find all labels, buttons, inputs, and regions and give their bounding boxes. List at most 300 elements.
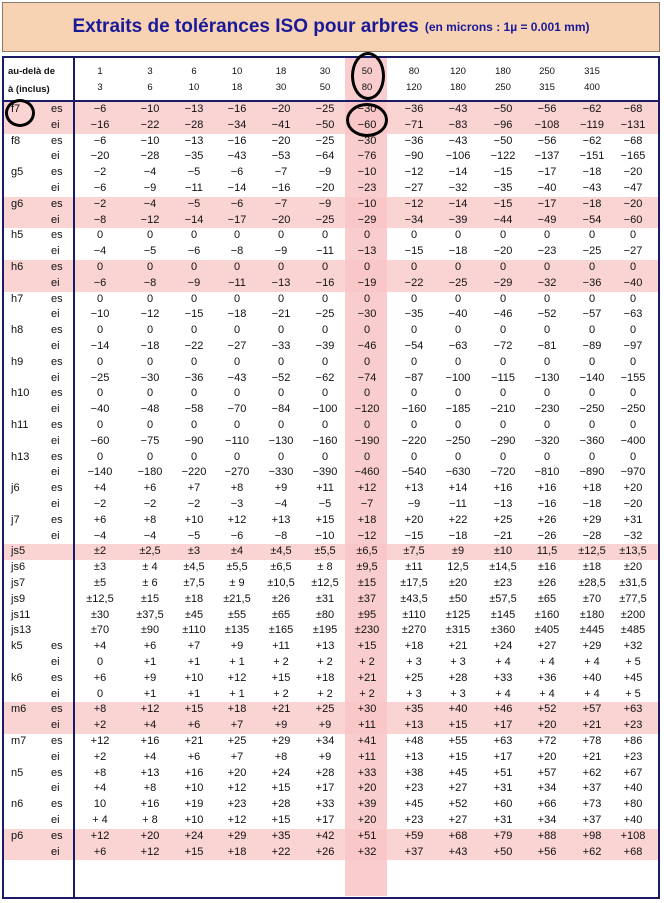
deviation-label: ei <box>51 782 60 795</box>
deviation-label: es <box>51 640 63 653</box>
table-cell: 0 <box>96 355 104 368</box>
table-cell: 0 <box>499 229 507 242</box>
table-cell: +60 <box>493 798 513 811</box>
page-subtitle: (en microns : 1µ = 0.001 mm) <box>424 20 590 34</box>
table-cell: 0 <box>233 324 241 337</box>
table-cell: +8 <box>143 513 157 526</box>
header-to-120: 120 <box>406 82 422 93</box>
table-cell: −43 <box>227 150 247 163</box>
table-cell: −390 <box>312 466 338 479</box>
table-cell: +57 <box>582 703 602 716</box>
table-cell: 0 <box>454 450 462 463</box>
table-cell: −35 <box>493 182 513 194</box>
table-cell: ±12,5 <box>86 592 114 605</box>
table-cell: +29 <box>227 829 247 842</box>
table-cell: + 3 <box>406 687 422 700</box>
header-from-80: 80 <box>408 66 420 77</box>
table-cell: +25 <box>493 513 513 526</box>
table-cell: + 3 <box>450 687 466 700</box>
deviation-label: ei <box>51 308 60 321</box>
table-cell: + 5 <box>625 687 641 700</box>
table-cell: −137 <box>534 150 560 163</box>
table-cell: +34 <box>537 814 557 826</box>
table-cell: +22 <box>271 845 291 858</box>
table-cell: −14 <box>227 182 247 194</box>
table-cell: ±20 <box>448 577 468 589</box>
table-cell: + 8 <box>142 814 158 826</box>
table-cell: −47 <box>623 182 643 194</box>
table-cell: 0 <box>410 229 418 242</box>
table-cell: ±9,5 <box>356 561 378 574</box>
table-cell: +1 <box>187 687 201 700</box>
table-cell: +13 <box>140 766 160 779</box>
table-cell: +13 <box>315 640 335 653</box>
table-cell: −18 <box>448 529 468 542</box>
table-cell: +2 <box>93 719 107 732</box>
table-cell: + 2 <box>273 687 289 700</box>
table-cell: +33 <box>357 766 377 779</box>
table-cell: −28 <box>184 118 204 131</box>
table-cell: +12 <box>227 814 247 826</box>
deviation-label: es <box>51 324 63 337</box>
tolerance-class-label: g6 <box>11 197 24 210</box>
table-cell: 0 <box>629 324 637 337</box>
table-cell: +79 <box>493 829 513 842</box>
table-cell: 0 <box>277 261 285 273</box>
table-cell: +23 <box>404 782 424 795</box>
deviation-label: es <box>51 735 63 747</box>
table-cell: 0 <box>629 355 637 368</box>
table-cell: 0 <box>321 450 329 463</box>
table-cell: −2 <box>143 498 157 510</box>
header-from-250: 250 <box>539 66 555 77</box>
table-cell: ±230 <box>354 624 380 637</box>
table-cell: −9 <box>143 182 157 194</box>
table-cell: ±30 <box>90 608 110 621</box>
tolerance-class-label: h13 <box>11 450 30 463</box>
table-cell: −155 <box>620 371 646 384</box>
table-cell: −8 <box>230 245 244 258</box>
table-cell: +43 <box>448 845 468 858</box>
table-cell: +59 <box>404 829 424 842</box>
table-cell: 0 <box>321 292 329 305</box>
table-cell: −90 <box>184 434 204 447</box>
table-cell: 0 <box>363 355 371 368</box>
table-cell: +24 <box>184 829 204 842</box>
table-cell: 0 <box>454 387 462 400</box>
deviation-label: ei <box>51 498 60 510</box>
table-cell: −20 <box>271 134 291 147</box>
tolerance-class-label: h10 <box>11 387 30 400</box>
table-cell: + 4 <box>92 814 108 826</box>
table-cell: +15 <box>271 782 291 795</box>
table-cell: −36 <box>404 134 424 147</box>
deviation-label: ei <box>51 118 60 131</box>
table-cell: −190 <box>354 434 380 447</box>
table-cell: −18 <box>227 308 247 321</box>
table-cell: 0 <box>499 292 507 305</box>
table-cell: ±485 <box>620 624 646 637</box>
table-cell: 0 <box>233 450 241 463</box>
table-cell: −151 <box>579 150 605 163</box>
table-cell: ±3 <box>187 545 201 558</box>
deviation-label: es <box>51 229 63 242</box>
table-cell: +23 <box>623 719 643 732</box>
table-cell: −29 <box>357 213 377 226</box>
table-cell: +15 <box>271 671 291 684</box>
table-cell: +23 <box>227 798 247 811</box>
table-cell: +24 <box>493 640 513 653</box>
table-cell: 0 <box>629 387 637 400</box>
table-cell: +6 <box>187 719 201 732</box>
table-cell: +20 <box>227 766 247 779</box>
table-cell: −20 <box>623 166 643 179</box>
table-cell: −11 <box>228 276 246 289</box>
table-cell: +12 <box>227 782 247 795</box>
table-cell: +50 <box>493 845 513 858</box>
header-from-6: 6 <box>191 66 197 77</box>
table-cell: ±200 <box>620 608 646 621</box>
table-cell: ±16 <box>537 561 557 574</box>
table-cell: +13 <box>404 719 424 732</box>
table-cell: −43 <box>227 371 247 384</box>
table-cell: −84 <box>271 403 291 416</box>
table-cell: −970 <box>620 466 646 479</box>
table-cell: 0 <box>363 450 371 463</box>
label-column-divider <box>73 56 75 899</box>
table-cell: +6 <box>143 640 157 653</box>
table-cell: +18 <box>315 671 335 684</box>
table-cell: + 1 <box>229 687 245 700</box>
deviation-label: ei <box>51 371 60 384</box>
table-cell: −16 <box>227 134 247 147</box>
table-cell: ±13,5 <box>619 545 647 558</box>
table-cell: 0 <box>454 419 462 431</box>
table-cell: −18 <box>448 245 468 258</box>
table-cell: +35 <box>404 703 424 716</box>
table-cell: +46 <box>493 703 513 716</box>
table-cell: + 3 <box>406 656 422 668</box>
table-cell: 0 <box>588 324 596 337</box>
table-cell: −62 <box>315 371 335 384</box>
table-cell: ±10 <box>493 545 513 558</box>
table-cell: −18 <box>140 340 160 352</box>
table-cell: +40 <box>448 703 468 716</box>
table-cell: ± 6 <box>142 577 158 589</box>
table-cell: +17 <box>315 814 335 826</box>
table-cell: +4 <box>93 782 107 795</box>
table-cell: −49 <box>537 213 557 226</box>
table-cell: −20 <box>90 150 110 163</box>
table-cell: ±15 <box>357 577 377 589</box>
table-cell: +21 <box>582 750 602 763</box>
table-cell: −52 <box>537 308 557 321</box>
deviation-label: ei <box>51 340 60 352</box>
table-cell: + 2 <box>359 656 375 668</box>
table-cell: −400 <box>620 434 646 447</box>
table-cell: −40 <box>537 182 557 194</box>
table-cell: −4 <box>93 245 107 258</box>
table-cell: −34 <box>227 118 247 131</box>
table-cell: +12 <box>140 703 160 716</box>
table-cell: −10 <box>140 103 160 115</box>
deviation-label: es <box>51 103 63 115</box>
table-cell: −4 <box>143 529 157 542</box>
table-cell: −16 <box>315 276 335 289</box>
table-cell: ±20 <box>623 561 643 574</box>
table-cell: +10 <box>184 814 204 826</box>
table-cell: −8 <box>93 213 107 226</box>
table-cell: +18 <box>357 513 377 526</box>
table-cell: 0 <box>410 261 418 273</box>
tolerance-class-label: g5 <box>11 166 24 179</box>
table-cell: + 5 <box>625 656 641 668</box>
table-cell: −48 <box>140 403 160 416</box>
table-cell: +15 <box>184 703 204 716</box>
table-cell: +32 <box>357 845 377 858</box>
table-cell: −8 <box>143 276 157 289</box>
deviation-label: ei <box>51 213 60 226</box>
header-from-18: 18 <box>275 66 287 77</box>
deviation-label: es <box>51 197 63 210</box>
table-cell: ±18 <box>184 592 204 605</box>
deviation-label: es <box>51 387 63 400</box>
table-cell: +68 <box>448 829 468 842</box>
header-to-80: 80 <box>361 82 373 93</box>
table-cell: 0 <box>277 355 285 368</box>
deviation-label: es <box>51 829 63 842</box>
table-cell: 0 <box>190 229 198 242</box>
table-cell: −360 <box>579 434 605 447</box>
table-cell: +63 <box>493 735 513 747</box>
table-cell: +108 <box>620 829 646 842</box>
table-cell: +86 <box>623 735 643 747</box>
table-cell: 0 <box>96 387 104 400</box>
table-cell: +20 <box>537 750 557 763</box>
table-cell: +17 <box>493 719 513 732</box>
table-cell: ±50 <box>448 592 468 605</box>
table-cell: 0 <box>233 355 241 368</box>
table-cell: +6 <box>93 513 107 526</box>
table-cell: ±2 <box>93 545 107 558</box>
table-cell: ±405 <box>534 624 560 637</box>
tolerance-class-label: p6 <box>11 829 24 842</box>
table-cell: −58 <box>184 403 204 416</box>
header-to-315: 315 <box>539 82 555 93</box>
table-cell: −23 <box>357 182 377 194</box>
table-cell: −460 <box>354 466 380 479</box>
table-cell: 0 <box>146 387 154 400</box>
table-cell: +22 <box>448 513 468 526</box>
table-cell: −4 <box>274 498 288 510</box>
table-cell: −15 <box>493 166 513 179</box>
table-cell: 0 <box>410 324 418 337</box>
table-cell: ±3 <box>93 561 107 574</box>
table-cell: −20 <box>271 213 291 226</box>
table-cell: 0 <box>410 419 418 431</box>
table-cell: 0 <box>321 324 329 337</box>
deviation-label: es <box>51 513 63 526</box>
table-cell: +15 <box>315 513 335 526</box>
table-cell: −17 <box>227 213 247 226</box>
table-cell: +11 <box>358 719 376 732</box>
table-cell: −131 <box>620 118 646 131</box>
table-cell: +20 <box>357 782 377 795</box>
table-cell: −9 <box>274 245 288 258</box>
table-cell: ±5,5 <box>314 545 336 558</box>
deviation-label: ei <box>51 276 60 289</box>
table-cell: −90 <box>404 150 424 163</box>
tolerance-class-label: n5 <box>11 766 24 779</box>
table-cell: ±55 <box>227 608 247 621</box>
table-cell: +66 <box>537 798 557 811</box>
table-cell: −89 <box>582 340 602 352</box>
table-cell: −12 <box>140 213 160 226</box>
table-cell: +57 <box>537 766 557 779</box>
tolerance-class-label: k5 <box>11 640 23 653</box>
table-cell: −32 <box>448 182 468 194</box>
header-from-180: 180 <box>495 66 511 77</box>
table-cell: +13 <box>404 750 424 763</box>
table-cell: 0 <box>629 419 637 431</box>
deviation-label: ei <box>51 245 60 258</box>
table-cell: −9 <box>407 498 421 510</box>
table-cell: −50 <box>315 118 335 131</box>
table-cell: ±4,5 <box>183 561 205 574</box>
table-cell: −43 <box>448 134 468 147</box>
table-cell: 0 <box>588 261 596 273</box>
table-cell: ±28,5 <box>578 577 606 589</box>
table-cell: ±135 <box>224 624 250 637</box>
table-cell: −14 <box>184 213 204 226</box>
table-cell: 0 <box>233 387 241 400</box>
table-cell: +56 <box>537 845 557 858</box>
table-cell: −160 <box>312 434 338 447</box>
table-cell: +31 <box>493 782 513 795</box>
table-cell: +16 <box>140 735 160 747</box>
table-cell: 0 <box>146 419 154 431</box>
table-cell: +7 <box>187 640 201 653</box>
table-cell: −28 <box>582 529 602 542</box>
table-cell: + 2 <box>317 656 333 668</box>
table-cell: 0 <box>363 292 371 305</box>
table-cell: −60 <box>623 213 643 226</box>
table-cell: 0 <box>321 419 329 431</box>
table-cell: + 4 <box>539 656 555 668</box>
table-cell: −22 <box>140 118 160 131</box>
table-cell: −83 <box>448 118 468 131</box>
table-cell: −71 <box>404 118 424 131</box>
table-cell: +26 <box>537 513 557 526</box>
table-cell: +4 <box>143 719 157 732</box>
table-cell: 0 <box>588 355 596 368</box>
table-cell: −10 <box>357 197 377 210</box>
table-cell: +15 <box>271 814 291 826</box>
table-cell: 0 <box>96 656 104 668</box>
table-cell: −110 <box>225 434 249 447</box>
table-cell: +98 <box>582 829 602 842</box>
table-cell: +8 <box>274 750 288 763</box>
table-cell: −56 <box>537 103 557 115</box>
table-cell: 0 <box>146 355 154 368</box>
table-cell: 0 <box>499 324 507 337</box>
deviation-label: es <box>51 355 63 368</box>
deviation-label: es <box>51 703 63 716</box>
header-from-3: 3 <box>147 66 153 77</box>
table-cell: +1 <box>143 656 157 668</box>
table-cell: +20 <box>357 814 377 826</box>
table-cell: −54 <box>582 213 602 226</box>
header-to-18: 18 <box>231 82 243 93</box>
table-cell: 0 <box>277 292 285 305</box>
table-cell: −36 <box>582 276 602 289</box>
table-cell: +36 <box>537 671 557 684</box>
table-cell: + 2 <box>359 687 375 700</box>
table-cell: −36 <box>184 371 204 384</box>
table-cell: −14 <box>448 166 468 179</box>
table-cell: −140 <box>87 466 113 479</box>
table-cell: 0 <box>233 419 241 431</box>
table-cell: ±11 <box>405 561 423 574</box>
table-cell: 0 <box>363 261 371 273</box>
table-cell: ±4,5 <box>270 545 292 558</box>
table-cell: ±37,5 <box>136 608 164 621</box>
tolerance-class-label: h8 <box>11 324 24 337</box>
table-cell: −130 <box>534 371 560 384</box>
table-cell: −6 <box>93 182 107 194</box>
table-cell: ±12,5 <box>578 545 606 558</box>
table-cell: 11,5 <box>536 545 558 558</box>
table-cell: −30 <box>357 103 377 115</box>
table-cell: +37 <box>404 845 424 858</box>
table-cell: −30 <box>357 308 377 321</box>
table-cell: +29 <box>271 735 291 747</box>
tolerance-class-label: js9 <box>11 592 26 605</box>
table-cell: ±77,5 <box>619 592 647 605</box>
table-cell: +33 <box>493 671 513 684</box>
table-cell: 0 <box>277 387 285 400</box>
table-cell: +29 <box>582 640 602 653</box>
table-cell: +31 <box>493 814 513 826</box>
table-cell: 0 <box>588 229 596 242</box>
table-cell: −16 <box>227 103 247 115</box>
table-cell: +1 <box>143 687 157 700</box>
table-cell: −12 <box>404 197 424 210</box>
table-cell: ±21,5 <box>223 592 251 605</box>
table-cell: −32 <box>623 529 643 542</box>
deviation-label: ei <box>51 719 60 732</box>
table-cell: −10 <box>357 166 377 179</box>
table-cell: +67 <box>623 766 643 779</box>
table-cell: +20 <box>140 829 160 842</box>
table-cell: +10 <box>184 513 204 526</box>
table-cell: +10 <box>184 671 204 684</box>
tolerance-class-label: f8 <box>11 134 21 147</box>
deviation-label: ei <box>51 403 60 416</box>
table-cell: −15 <box>404 529 424 542</box>
table-cell: +42 <box>315 829 335 842</box>
tolerance-class-label: k6 <box>11 671 23 684</box>
table-cell: +8 <box>93 703 107 716</box>
table-cell: −4 <box>143 197 157 210</box>
table-cell: +51 <box>357 829 377 842</box>
table-cell: 0 <box>146 261 154 273</box>
table-cell: +21 <box>357 671 377 684</box>
table-cell: +45 <box>448 766 468 779</box>
table-cell: −18 <box>582 498 602 510</box>
table-cell: −32 <box>537 276 557 289</box>
table-cell: 0 <box>190 324 198 337</box>
